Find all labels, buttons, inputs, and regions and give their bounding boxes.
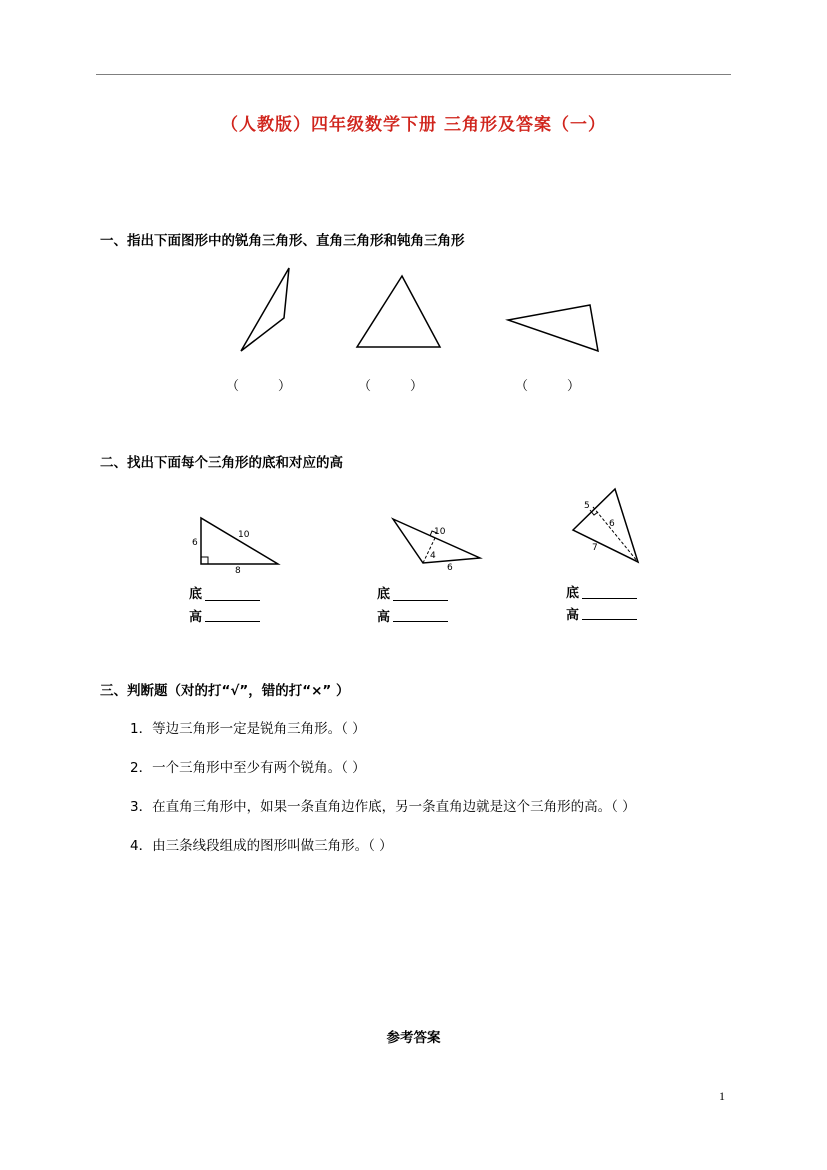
height-blank-1 bbox=[205, 621, 260, 622]
height-label-1: 高 bbox=[189, 610, 203, 625]
right-triangle-figure bbox=[192, 518, 278, 576]
side-label-bottom: 6 bbox=[447, 563, 453, 573]
base-label-2: 底 bbox=[377, 587, 391, 602]
page-title: （人教版）四年级数学下册 三角形及答案（一） bbox=[221, 115, 606, 135]
height-label-3: 高 bbox=[566, 608, 580, 623]
base-blank-1 bbox=[205, 600, 260, 601]
answer-blank-1: （ ） bbox=[226, 379, 292, 394]
base-blank-2 bbox=[393, 600, 448, 601]
side-label-short: 5 bbox=[584, 501, 590, 511]
side-label-altitude: 6 bbox=[609, 519, 615, 529]
section2-heading: 二、找出下面每个三角形的底和对应的高 bbox=[100, 455, 343, 471]
base-label-1: 底 bbox=[189, 587, 203, 602]
judgment-item-1: 1．等边三角形一定是锐角三角形。（ ） bbox=[130, 721, 366, 737]
height-blank-2 bbox=[393, 621, 448, 622]
side-label-height: 4 bbox=[430, 551, 436, 561]
side-label-long: 7 bbox=[592, 543, 598, 553]
base-blank-3 bbox=[582, 598, 637, 599]
height-label-2: 高 bbox=[377, 610, 391, 625]
page-number: 1 bbox=[719, 1089, 725, 1103]
side-label-vertical: 6 bbox=[192, 538, 198, 548]
side-label-hypotenuse: 10 bbox=[238, 530, 250, 540]
section3-heading: 三、判断题（对的打“√”，错的打“×” ） bbox=[100, 683, 350, 699]
judgment-item-3: 3．在直角三角形中，如果一条直角边作底，另一条直角边就是这个三角形的高。（ ） bbox=[130, 799, 636, 815]
side-label-top: 10 bbox=[434, 527, 446, 537]
judgment-item-4: 4．由三条线段组成的图形叫做三角形。（ ） bbox=[130, 838, 393, 854]
answer-blank-2: （ ） bbox=[358, 379, 424, 394]
obtuse-triangle-figure bbox=[393, 519, 480, 573]
base-label-3: 底 bbox=[566, 586, 580, 601]
answer-blank-3: （ ） bbox=[515, 379, 581, 394]
side-label-base: 8 bbox=[235, 566, 241, 576]
judgment-item-2: 2．一个三角形中至少有两个锐角。（ ） bbox=[130, 760, 366, 776]
answers-heading: 参考答案 bbox=[386, 1030, 441, 1046]
altitude-triangle-figure bbox=[573, 489, 638, 562]
height-blank-3 bbox=[582, 619, 637, 620]
section1-heading: 一、指出下面图形中的锐角三角形、直角三角形和钝角三角形 bbox=[100, 233, 465, 249]
